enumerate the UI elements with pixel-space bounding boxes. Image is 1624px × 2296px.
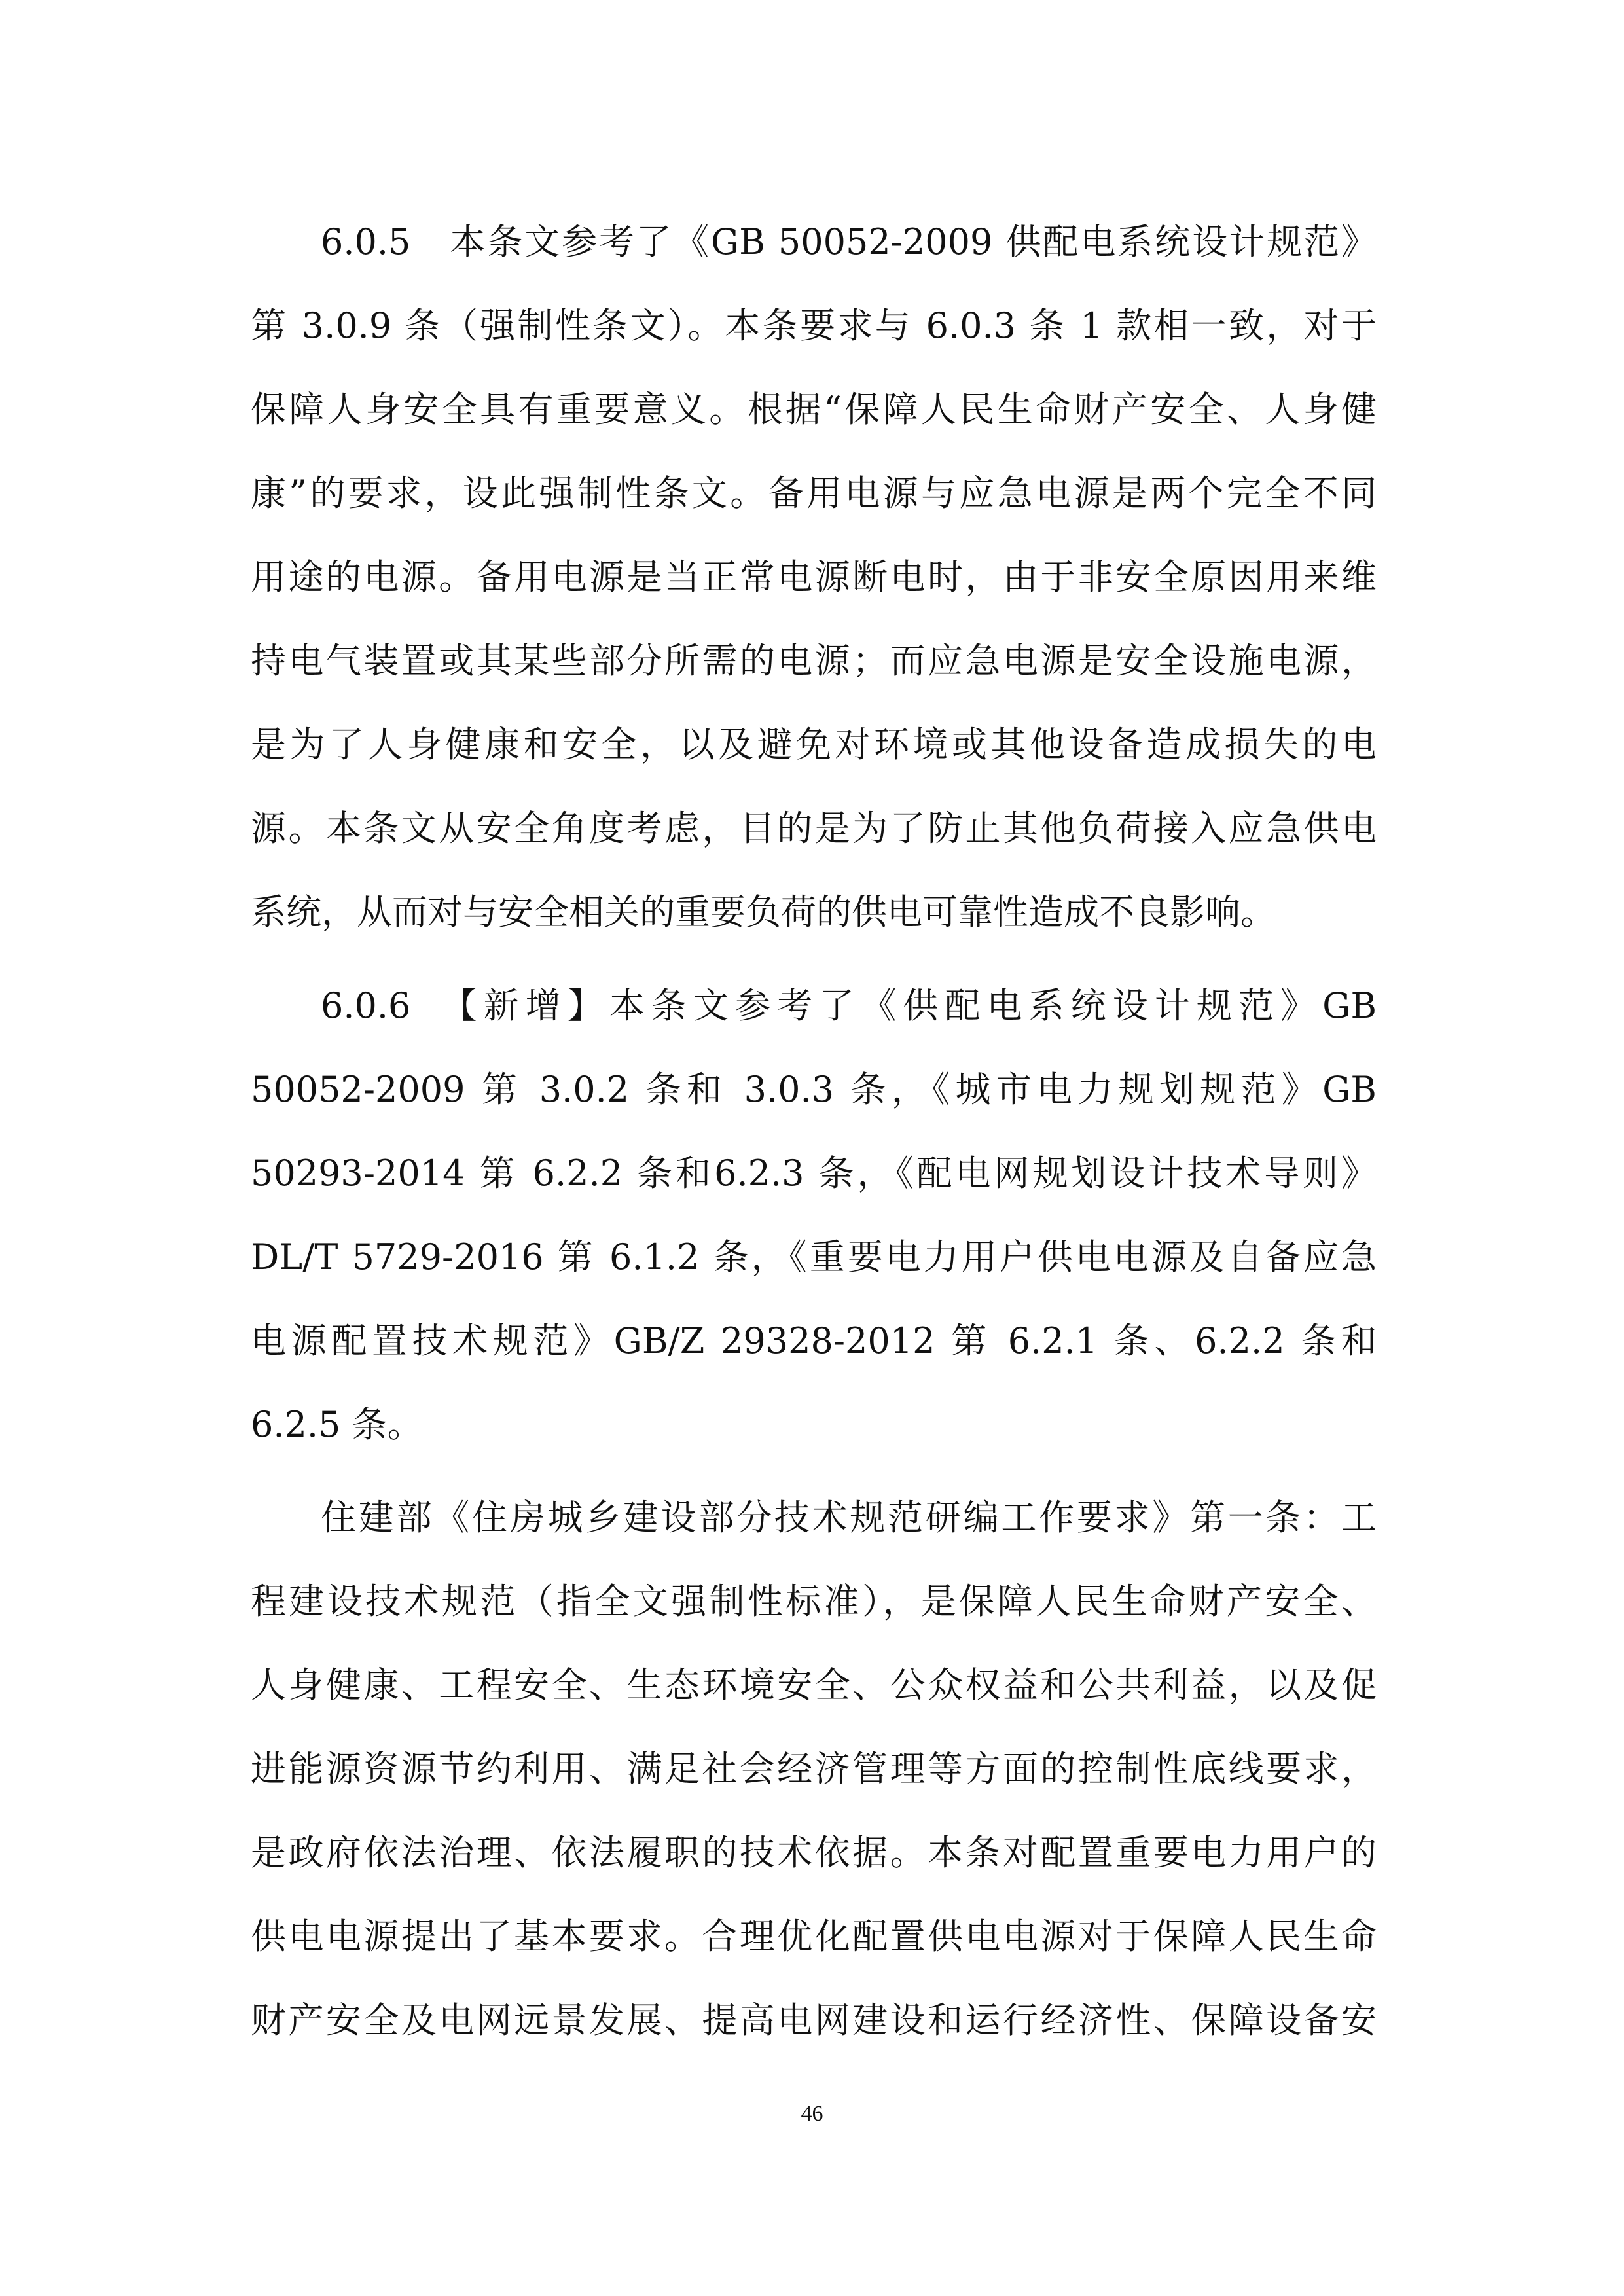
text-line: 康”的要求，设此强制性条文。备用电源与应急电源是两个完全不同 (251, 473, 1377, 514)
text-line: 程建设技术规范（指全文强制性标准），是保障人民生命财产安全、 (251, 1581, 1377, 1622)
text-line: 财产安全及电网远景发展、提高电网建设和运行经济性、保障设备安 (251, 2000, 1377, 2041)
text-line: 进能源资源节约利用、满足社会经济管理等方面的控制性底线要求， (251, 1748, 1377, 1789)
text-line: 是为了人身健康和安全，以及避免对环境或其他设备造成损失的电 (251, 724, 1377, 765)
page-number: 46 (801, 2102, 823, 2126)
text-line: 供电电源提出了基本要求。合理优化配置供电电源对于保障人民生命 (251, 1916, 1377, 1957)
text-line: 第 3.0.9 条（强制性条文）。本条要求与 6.0.3 条 1 款相一致，对于 (251, 305, 1377, 346)
text-line-606-heading: 6.0.6 【新增】本条文参考了《供配电系统设计规范》GB (321, 985, 1377, 1026)
text-line: DL/T 5729-2016 第 6.1.2 条，《重要电力用户供电电源及自备应急 (251, 1236, 1377, 1278)
text-line: 保障人身安全具有重要意义。根据“保障人民生命财产安全、人身健 (251, 389, 1377, 430)
text-line: 持电气装置或其某些部分所需的电源；而应急电源是安全设施电源， (251, 640, 1377, 681)
text-line: 6.2.5 条。 (251, 1404, 423, 1445)
text-line: 50052-2009 第 3.0.2 条和 3.0.3 条，《城市电力规划规范》GB (251, 1069, 1377, 1110)
text-line: 源。本条文从安全角度考虑，目的是为了防止其他负荷接入应急供电 (251, 808, 1377, 849)
text-line-605-heading: 6.0.5 本条文参考了《GB 50052-2009 供配电系统设计规范》 (321, 221, 1377, 262)
text-line: 用途的电源。备用电源是当正常电源断电时，由于非安全原因用来维 (251, 556, 1377, 598)
text-line: 50293-2014 第 6.2.2 条和6.2.3 条，《配电网规划设计技术导则》 (251, 1153, 1377, 1194)
text-line: 是政府依法治理、依法履职的技术依据。本条对配置重要电力用户的 (251, 1832, 1377, 1873)
text-line-paragraph-start: 住建部《住房城乡建设部分技术规范研编工作要求》第一条：工 (321, 1497, 1377, 1538)
text-line: 电源配置技术规范》GB/Z 29328-2012 第 6.2.1 条、6.2.2 条和 (251, 1320, 1377, 1361)
text-line: 系统，从而对与安全相关的重要负荷的供电可靠性造成不良影响。 (251, 891, 1276, 933)
text-line: 人身健康、工程安全、生态环境安全、公众权益和公共利益，以及促 (251, 1664, 1377, 1706)
